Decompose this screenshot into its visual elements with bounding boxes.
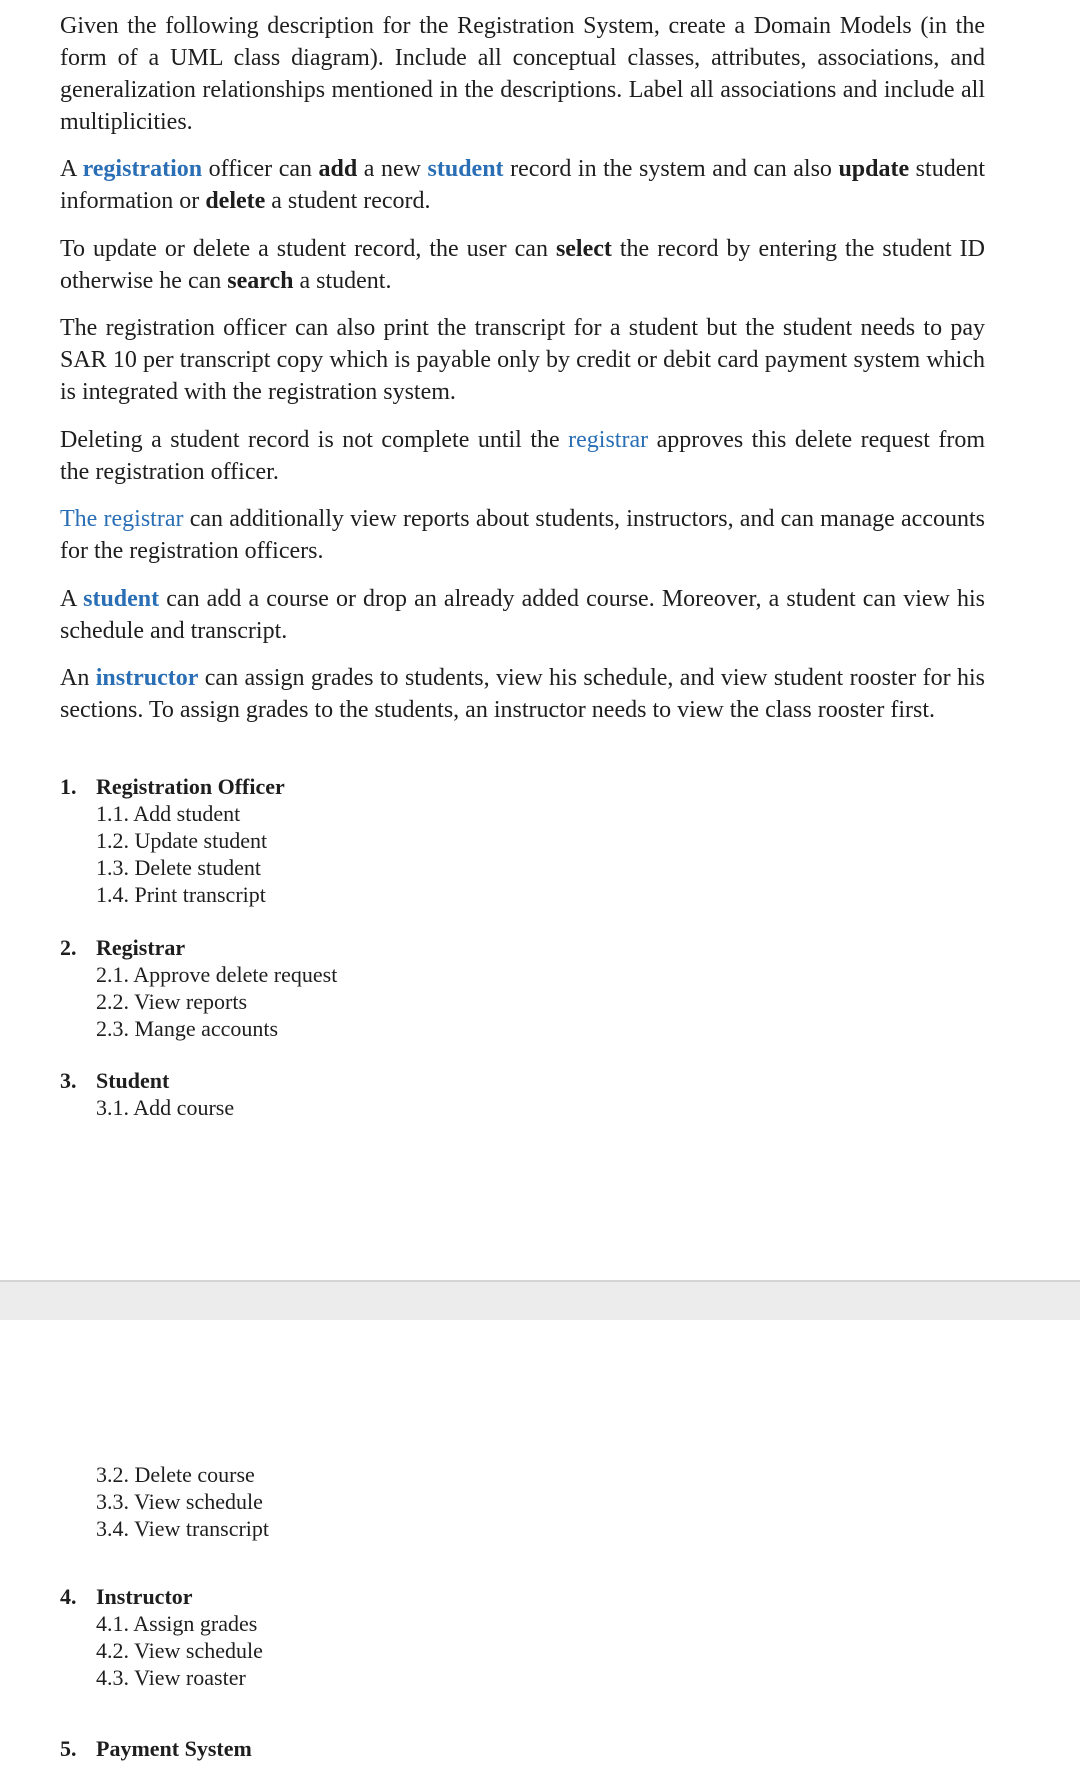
list-section-student-continued (60, 1461, 269, 1542)
list-item: 3.3. View schedule (96, 1489, 263, 1514)
page-break (0, 1280, 1080, 1320)
section-heading: 3. Student (60, 1068, 170, 1093)
list-item: 1.2. Update student (96, 828, 268, 853)
intro-paragraph: Given the following description for the Registration System, create a Domain Models (in the form of a UML class diagram). Include all conceptual classes, attributes, associations, and generalization relationships mentioned in the descriptions. Label all associations and include all multiplicities. (60, 13, 985, 135)
list-section-instructor (60, 1583, 263, 1691)
paragraph-delete: Deleting a student record is not complete until the registrar approves this delete request from the registration officer. (60, 427, 986, 485)
list-section-payment-system (60, 1735, 252, 1762)
list-item: 3.2. Delete course (96, 1462, 255, 1487)
section-heading: 1. Registration Officer (60, 774, 285, 799)
list-item: 1.3. Delete student (96, 855, 261, 880)
list-item: 4.2. View schedule (96, 1638, 263, 1663)
section-heading: 2. Registrar (60, 935, 186, 960)
list-item: 1.4. Print transcript (96, 882, 266, 907)
section-heading: 5. Payment System (60, 1736, 252, 1761)
list-item: 3.4. View transcript (96, 1516, 270, 1541)
list-item: 2.1. Approve delete request (96, 962, 338, 987)
paragraph-officer: A registration officer can add a new student record in the system and can also update student information or delete a student record. (60, 156, 986, 214)
list-section-registration-officer (60, 773, 285, 908)
list-item: 3.1. Add course (96, 1095, 235, 1120)
paragraph-transcript: The registration officer can also print the transcript for a student but the student needs to pay SAR 10 per transcript copy which is payable only by credit or debit card payment system which is integrated with the registration system. (60, 315, 985, 405)
list-item: 4.1. Assign grades (96, 1611, 258, 1636)
list-item: 1.1. Add student (96, 801, 241, 826)
list-item: 2.2. View reports (96, 989, 248, 1014)
paragraph-update: To update or delete a student record, the user can select the record by entering the student ID otherwise he can search a student. (60, 236, 985, 294)
section-heading: 4. Instructor (60, 1584, 193, 1609)
list-item: 2.3. Mange accounts (96, 1016, 279, 1041)
paragraph-instructor: An instructor can assign grades to students, view his schedule, and view student rooster for his sections. To assign grades to the students, an instructor needs to view the class rooster first. (60, 665, 986, 723)
paragraph-registrar: The registrar can additionally view reports about students, instructors, and can manage accounts for the registration officers. (60, 506, 985, 564)
list-item: 4.3. View roaster (96, 1665, 246, 1690)
paragraph-student: A student can add a course or drop an already added course. Moreover, a student can view his schedule and transcript. (60, 586, 985, 644)
list-section-student (60, 1067, 234, 1121)
list-section-registrar (60, 934, 337, 1042)
